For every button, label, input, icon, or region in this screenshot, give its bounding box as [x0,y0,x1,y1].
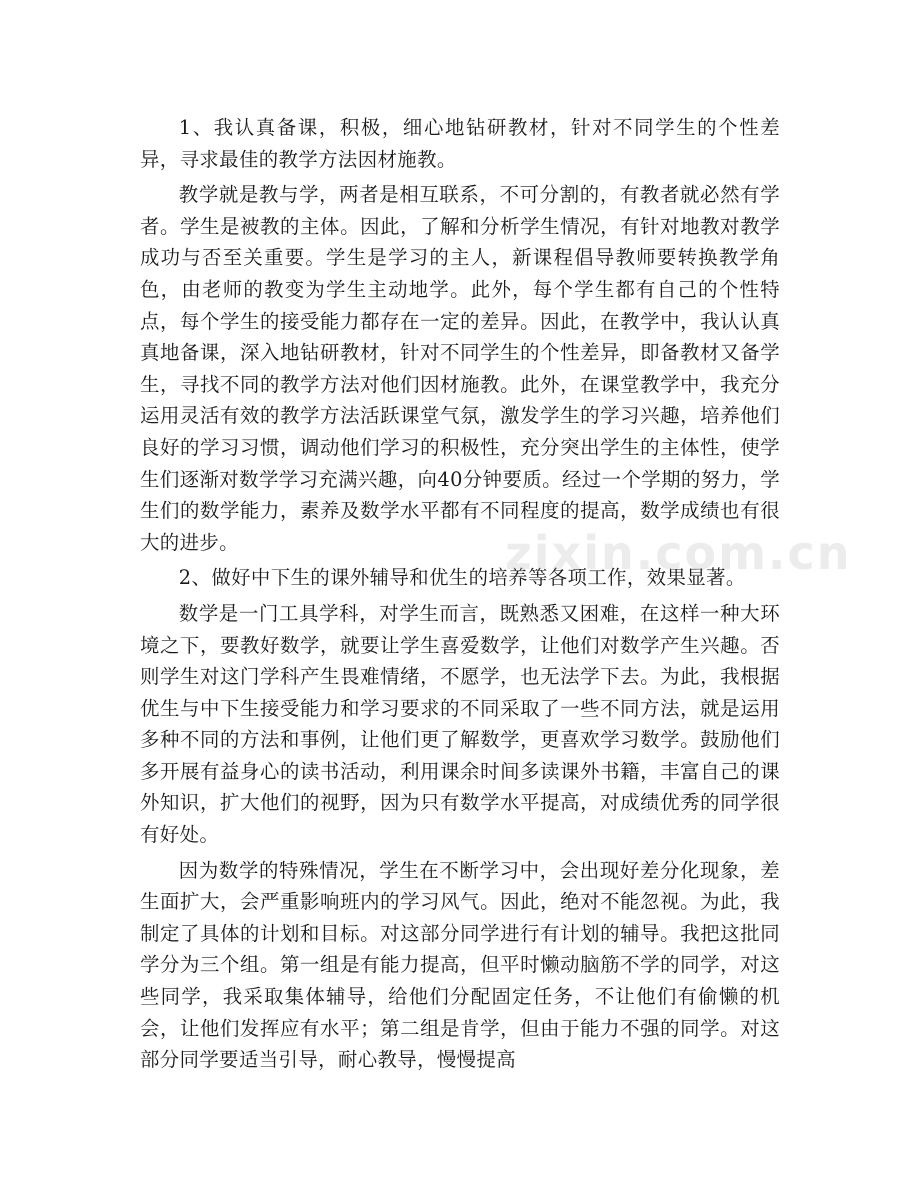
paragraph-5: 因为数学的特殊情况，学生在不断学习中，会出现好差分化现象，差生面扩大，会严重影响班内的学习风气。因此，绝对不能忽视。为此，我制定了具体的计划和目标。对这部分同学进行有计划的辅导。我把这批同学分为三个组。第一组是有能力提高，但平时懒动脑筋不学的同学，对这些同学，我采取集体辅导，给他们分配固定任务，不让他们有偷懒的机会，让他们发挥应有水平；第二组是肯学，但由于能力不强的同学。对这部分同学要适当引导，耐心教导，慢慢提高 [140,858,780,1072]
paragraph-3: 2、做好中下生的课外辅导和优生的培养等各项工作，效果显著。 [178,566,746,590]
paragraph-1: 1、我认真备课，积极，细心地钻研教材，针对不同学生的个性差异，寻求最佳的教学方法因材施教。 [140,116,780,171]
watermark: zixin.com.cn [505,526,852,580]
paragraph-2: 教学就是教与学，两者是相互联系，不可分割的，有教者就必然有学者。学生是被教的主体。因此，了解和分析学生情况，有针对地教对教学成功与否至关重要。学生是学习的主人，新课程倡导教师要转换教学角色，由老师的教变为学生主动地学。此外，每个学生都有自己的个性特点，每个学生的接受能力都存在一定的差异。因此，在教学中，我认认真真地备课，深入地钻研教材，针对不同学生的个性差异，即备教材又备学生，寻找不同的教学方法对他们因材施教。此外，在课堂教学中，我充分运用灵活有效的教学方法活跃课堂气氛，激发学生的学习兴趣，培养他们良好的学习习惯，调动他们学习的积极性，充分突出学生的主体性，使学生们逐渐对数学学习充满兴趣，向40分钟要质。经过一个学期的努力，学生们的数学能力，素养及数学水平都有不同程度的提高，数学成绩也有很大的进步。 [140,183,780,554]
document-body [140,112,780,1080]
paragraph-4: 数学是一门工具学科，对学生而言，既熟悉又困难，在这样一种大环境之下，要教好数学，就要让学生喜爱数学，让他们对数学产生兴趣。否则学生对这门学科产生畏难情绪，不愿学，也无法学下去。为此，我根据优生与中下生接受能力和学习要求的不同采取了一些不同方法，就是运用多种不同的方法和事例，让他们更了解数学，更喜欢学习数学。鼓励他们多开展有益身心的读书活动，利用课余时间多读课外书籍，丰富自己的课外知识，扩大他们的视野，因为只有数学水平提高，对成绩优秀的同学很有好处。 [140,601,780,847]
